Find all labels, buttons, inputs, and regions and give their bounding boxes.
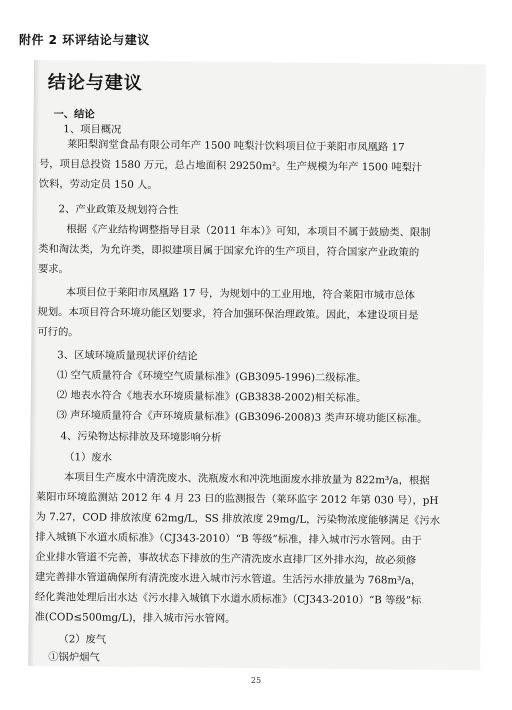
text-line: 规划。本项目符合环境功能区划要求，符合加强环保治理政策。因此，本建设项目是	[37, 306, 419, 322]
scanned-page	[28, 60, 486, 670]
text-line: 莱阳梨润堂食品有限公司年产 1500 吨梨汁饮料项目位于莱阳市凤凰路 17	[67, 138, 405, 154]
text-line: 号，项目总投资 1580 万元，总占地面积 29250m²。生产规模为年产 1500 吨梨汁	[38, 158, 423, 174]
text-line: 准(COD≤500mg/L)，排入城市污水管网。	[34, 611, 236, 625]
text-line: 根据《产业结构调整指导目录（2011 年本）》可知，本项目不属于鼓励类、限制	[66, 223, 431, 239]
text-line: 3、区域环境质量现状评价结论	[57, 349, 198, 363]
text-line: （2）废气	[58, 633, 107, 646]
section-heading: 结论与建议	[47, 72, 143, 95]
text-line: （1）废水	[64, 451, 112, 464]
text-line: 本项目生产废水中清洗废水、洗瓶废水和冲洗地面废水排放量为 822m³/a，根据	[63, 471, 430, 487]
text-line: 建完善排水管道确保所有清洗废水进入城市污水管道。生活污水排放量为 768m³/a，	[34, 571, 422, 587]
text-line: 类和淘汰类，为允许类，即拟建项目属于国家允许的生产项目，符合国家产业政策的	[38, 243, 420, 259]
text-line: 经化粪池处理后出水达《污水排入城镇下水道水质标准》（CJ343-2010）“B 等级”标	[34, 591, 422, 607]
text-line: 2、产业政策及规划符合性	[58, 203, 179, 217]
appendix-title: 附件 2 环评结论与建议	[19, 33, 150, 47]
text-line: 1、项目概况	[63, 123, 122, 136]
text-line: ⑶ 声环境质量符合《声环境质量标准》(GB3096-2008)3 类声环境功能区标准。	[56, 409, 428, 425]
text-line: 本项目位于莱阳市凤凰路 17 号，为规划中的工业用地，符合莱阳市城市总体	[65, 286, 415, 302]
text-line: 4、污染物达标排放及环境影响分析	[60, 430, 222, 444]
text-line: ⑴ 空气质量符合《环境空气质量标准》(GB3095-1996)二级标准。	[56, 369, 367, 385]
text-line: 一、结论	[53, 108, 95, 121]
text-line: 可行的。	[37, 326, 79, 339]
text-line: 饮料，劳动定员 150 人。	[38, 178, 158, 192]
text-line: 排入城镇下水道水质标准》（CJ343-2010）“B 等级”标准，排入城市污水管网。由于	[35, 531, 422, 547]
text-line: ⑵ 地表水符合《地表水环境质量标准》(GB3838-2002)相关标准。	[56, 389, 367, 405]
text-line: ①锅炉烟气	[48, 651, 100, 664]
text-line: 要求。	[37, 263, 69, 276]
scanned-content	[28, 60, 486, 670]
page-number: 25	[250, 676, 262, 685]
text-line: 为 7.27，COD 排放浓度 62mg/L，SS 排放浓度 29mg/L，污染物浓度能够满足《污水	[35, 511, 441, 527]
text-line: 莱阳市环境监测站 2012 年 4 月 23 日的监测报告（莱环监字 2012 年第 030 号），pH	[35, 491, 439, 507]
text-line: 企业排水管道不完善，事故状态下排放的生产清洗废水直排厂区外排水沟，故必须修	[35, 551, 417, 567]
